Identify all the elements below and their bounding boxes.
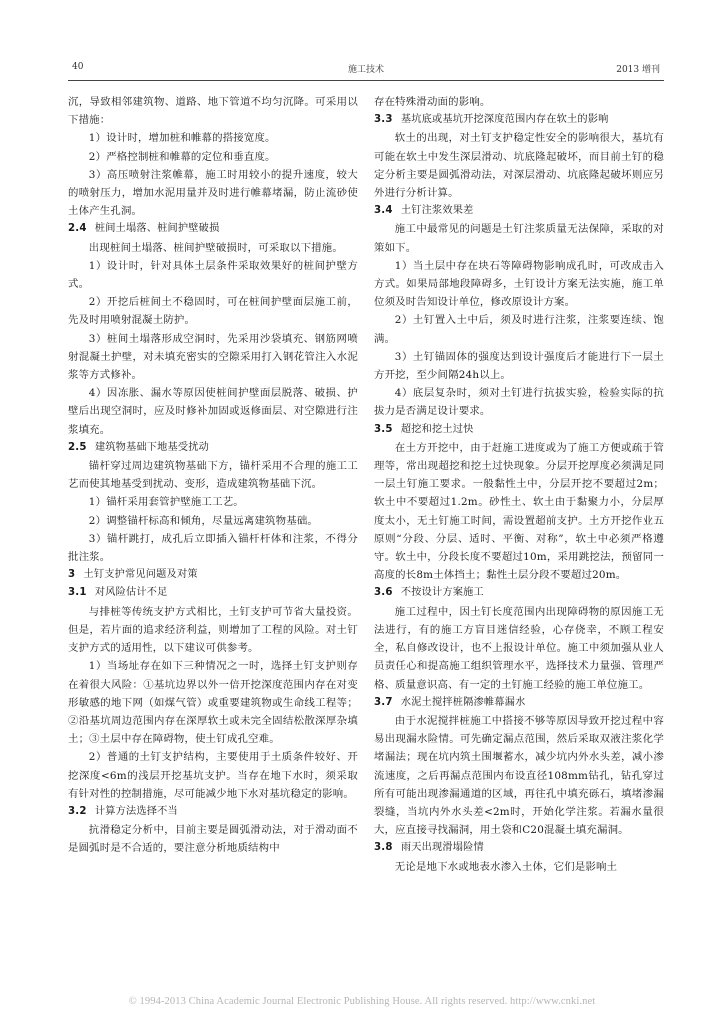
section-number: 3.4 — [374, 205, 393, 217]
section-heading — [68, 584, 358, 602]
section-title: 计算方法选择不当 — [94, 805, 178, 817]
paragraph: 3）土钉锚固体的强度达到设计强度后才能进行下一层土方开挖，至少间隔24h以上。 — [374, 350, 664, 382]
paragraph: 出现桩间土塌落、桩间护壁破损时，可采取以下措施。 — [88, 241, 343, 254]
section-title: 土钉注浆效果差 — [400, 205, 474, 217]
section-title: 建筑物基础下地基受扰动 — [94, 441, 210, 453]
copyright-footer: © 1994-2013 China Academic Journal Electronic Publishing House. All rights reserved. http://www.cnki.net — [128, 996, 596, 1007]
section-heading — [68, 439, 358, 457]
paragraph: 2）土钉置入土中后，须及时进行注浆，注浆要连续、饱满。 — [374, 314, 664, 345]
section-number: 3.1 — [68, 587, 87, 599]
section-heading — [68, 566, 358, 584]
section-title: 对风险估计不足 — [94, 587, 168, 599]
paragraph: 3）锚杆跳打，成孔后立即插入锚杆杆体和注浆，不得分批注浆。 — [68, 532, 358, 564]
paragraph: 抗滑稳定分析中，目前主要是圆弧滑动法，对于滑动面不是圆弧时是不合适的，要注意分析地质结构中 — [68, 824, 358, 855]
section-number: 3.5 — [374, 423, 393, 435]
paragraph: 2）普通的土钉支护结构，主要使用于土质条件较好、开挖深度<6m的浅层开挖基坑支护。当存在地下水时，须采取有针对性的控制措施，尽可能减少地下水对基坑稳定的影响。 — [68, 751, 358, 800]
section-title: 水泥土搅拌桩隔渗帷幕漏水 — [400, 696, 526, 708]
section-number: 3.2 — [68, 805, 87, 817]
paragraph: 无论是地下水或地表水渗入土体，它们是影响土 — [394, 860, 618, 873]
journal-issue: 2013 增刊 — [616, 65, 660, 75]
section-heading — [68, 220, 358, 238]
section-number: 3.6 — [374, 587, 393, 599]
paragraph: 3）桩间土塌落形成空洞时，先采用沙袋填充、钢筋网喷射混凝土护壁，对未填充密实的空隙采用打入钢花管注入水泥浆等方式修补。 — [68, 332, 358, 382]
section-number: 3 — [68, 569, 76, 581]
paragraph: 4）底层复杂时，须对土钉进行抗拔实验，检验实际的抗拔力是否满足设计要求。 — [374, 387, 664, 418]
page-number: 40 — [72, 62, 84, 72]
section-heading — [68, 803, 358, 821]
paragraph: 2）严格控制桩和帷幕的定位和垂直度。 — [88, 150, 276, 163]
left-column — [68, 93, 358, 858]
section-number: 2.5 — [68, 441, 87, 453]
section-heading — [374, 839, 664, 857]
paragraph: 4）因冻胀、漏水等原因使桩间护壁面层脱落、破损、护壁后出现空洞时，应及时修补加固或返修面层、对空隙进行注浆填充。 — [68, 387, 358, 436]
paragraph: 1）设计时，针对具体土层条件采取效果好的桩间护壁方式。 — [68, 259, 358, 291]
section-heading — [374, 202, 664, 220]
paragraph: 2）开挖后桩间土不稳固时，可在桩间护壁面层施工前，先及时用喷射混凝土防护。 — [68, 296, 358, 327]
right-column — [374, 93, 664, 876]
paragraph: 1）当土层中存在块石等障碍物影响成孔时，可改成击入方式。如果局部地段障碍多，土钉设计方案无法实施，施工单位须及时告知设计单位，修改原设计方案。 — [374, 259, 664, 309]
section-title: 土钉支护常见问题及对策 — [83, 569, 198, 581]
paragraph: 施工中最常见的问题是土钉注浆质量无法保障，采取的对策如下。 — [374, 223, 664, 254]
paragraph: 软土的出现，对土钉支护稳定性安全的影响很大，基坑有可能在软土中发生深层滑动、坑底隆起破坏，而目前土钉的稳定分析主要是圆弧滑动法，对深层滑动、坑底隆起破坏则应另外进行分析计算。 — [374, 132, 664, 200]
paragraph: 沉，导致相邻建筑物、道路、地下管道不均匀沉降。可采用以下措施： — [68, 96, 358, 127]
paragraph: 1）当场址存在如下三种情况之一时，选择土钉支护则存在着很大风险：①基坑边界以外一倍开挖深度范围内存在对变形敏感的地下网（如煤气管）或重要建筑物或生命线工程等；②沿基坑周边范围内存在深厚软土或未完全固结松散深厚杂填土；③土层中存在障碍物，使土钉成孔空难。 — [68, 660, 358, 746]
section-title: 雨天出现滑塌险情 — [400, 842, 484, 854]
section-heading — [374, 111, 664, 129]
section-title: 超挖和挖土过快 — [400, 423, 474, 435]
section-heading — [374, 584, 664, 602]
paragraph: 与排桩等传统支护方式相比，土钉支护可节省大量投资。但是，若片面的追求经济利益，则增加了工程的风险。对土钉支护方式的适用性，以下建议可供参考。 — [68, 605, 358, 655]
paragraph: 1）锚杆采用套管护壁施工工艺。 — [88, 496, 244, 509]
paragraph: 存在特殊滑动面的影响。 — [374, 96, 491, 108]
section-title: 基坑底或基坑开挖深度范围内存在软土的影响 — [400, 114, 609, 126]
paragraph: 锚杆穿过周边建筑物基础下方，锚杆采用不合理的施工工艺而使其地基受到扰动、变形，造成建筑物基础下沉。 — [68, 460, 358, 491]
section-number: 3.7 — [374, 696, 393, 708]
paragraph: 1）设计时，增加桩和帷幕的搭接宽度。 — [88, 132, 276, 145]
journal-title: 施工技术 — [347, 65, 384, 75]
page-header — [72, 62, 660, 78]
section-title: 不按设计方案施工 — [400, 587, 484, 599]
paragraph: 3）高压喷射注浆帷幕，施工时用较小的提升速度，较大的喷射压力，增加水泥用量并及时进行帷幕堵漏，防止流砂使土体产生孔洞。 — [68, 168, 358, 218]
section-heading — [374, 694, 664, 712]
header-divider — [68, 80, 664, 81]
paragraph: 在土方开挖中，由于赶施工进度或为了施工方便或疏于管理等，常出现超挖和挖土过快现象。分层开挖厚度必须满足同一层土钉施工要求。一般黏性土中，分层开挖不要超过2m；软土中不要超过1.2m。砂性土、软土由于黏聚力小，分层厚度太小，无土钉施工时间，需设置超前支护。土方开挖作业五原则“分段、分层、适时、平衡、对称”，软土中必须严格遵守。软土中，分段长度不要超过10m，采用跳挖法，预留同一高度的长8m土体挡土；黏性土层分段不要超过20m。 — [374, 441, 664, 582]
section-heading — [374, 421, 664, 439]
section-number: 3.3 — [374, 114, 393, 126]
section-number: 2.4 — [68, 223, 87, 235]
paragraph: 施工过程中，因土钉长度范围内出现障碍物的原因施工无法进行，有的施工方盲目迷信经验，心存侥幸，不顾工程安全，私自修改设计，也不上报设计单位。施工中须加强从业人员责任心和提高施工组织管理水平，选择技术力量强、管理严格、质量意识高、有一定的土钉施工经验的施工单位施工。 — [374, 605, 664, 691]
section-number: 3.8 — [374, 842, 393, 854]
section-title: 桩间土塌落、桩间护壁破损 — [94, 223, 220, 235]
paragraph: 由于水泥搅拌桩施工中搭接不够等原因导致开挖过程中容易出现漏水险情。可先确定漏点范围，然后采取双液注浆化学堵漏法；现在坑内筑土围堰蓄水，减少坑内外水头差，减小渗流速度，之后再漏点范围内布设直径108mm钻孔，钻孔穿过所有可能出现渗漏通道的区域，再往孔中填充砾石，填堵渗漏裂缝，当坑内外水头差<2m时，开始化学注浆。若漏水量很大，应直接寻找漏洞，用土袋和C20混凝土填充漏洞。 — [374, 714, 664, 837]
paragraph: 2）调整锚杆标高和倾角，尽量远离建筑物基础。 — [88, 514, 319, 527]
